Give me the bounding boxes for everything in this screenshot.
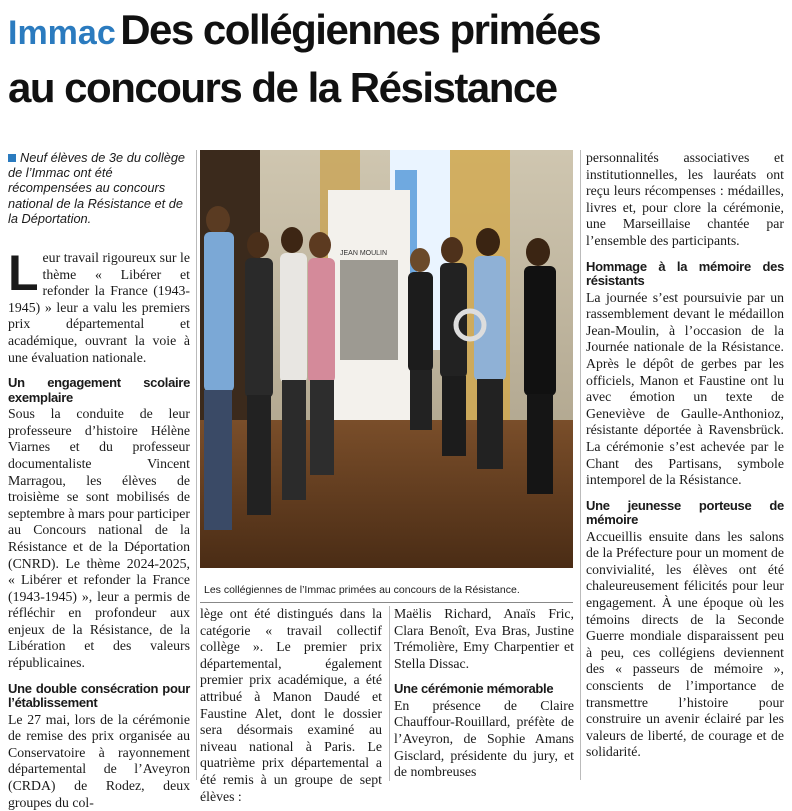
banner-text: JEAN MOULIN: [340, 250, 388, 257]
paragraph: En présence de Claire Chauffour-Rouillard, préfète de l’Aveyron, de Sophie Amans Gisclard, présidente du jury, et de nombreuses: [394, 697, 574, 780]
intro-paragraph: Leur travail rigoureux sur le thème « Libérer et refonder la France (1943-1945) » leur a valu les premiers prix départemental et académique, ouvrant la voie à une évaluation nationale.: [8, 245, 190, 365]
subheading-double-consecration: Une double consécration pour l’établissement: [8, 680, 190, 711]
paragraph: lège ont été distingués dans la catégorie « travail collectif collège ». Le premier prix départemental, également premier prix académique, a été attribué à Manon Daudé et Faustine Alet, dont le dossier sera désormais examiné au niveau national à Paris. Le quatrième prix départemental a été remis à un groupe de sept élèves :: [200, 606, 382, 804]
kicker: Immac: [8, 14, 116, 52]
subheading-hommage: Hommage à la mémoire des résistants: [586, 258, 784, 289]
subheading-ceremony: Une cérémonie mémorable: [394, 681, 554, 697]
column-3: [394, 606, 574, 781]
column-divider: [389, 606, 390, 781]
chapo-text: Neuf élèves de 3e du collège de l’Immac ont été récompensées au concours national de la Résistance et de la Déportation.: [8, 150, 186, 226]
paragraph: Accueillis ensuite dans les salons de la Préfecture pour un moment de convivialité, les élèves ont été chaleureusement félicités pour leur engagement. À une époque où les témoins directs de la Seconde Guerre mondiale disparaissent peu à peu, ces collégiens deviennent des « passeurs de mémoire », conscients de l’importance de transmettre l’histoire pour construire un avenir éclairé par les valeurs de liberté, de courage et de solidarité.: [586, 528, 784, 760]
paragraph: Maëlis Richard, Anaïs Fric, Clara Benoît, Eva Bras, Justine Trémolière, Emy Charpentier et Stella Dissac.: [394, 606, 574, 671]
column-divider: [196, 150, 197, 780]
paragraph: La journée s’est poursuivie par un rassemblement devant le médaillon Jean-Moulin, à l’occasion de la Journée nationale de la Résistance. Après le dépôt de gerbes par les officiels, Manon et Faustine ont lu avec émotion un texte de Geneviève de Gaulle-Anthonioz, résistante déportée à Ravensbrück. La cérémonie s’est achevée par le Chant des Partisans, symbole intemporel de la Résistance.: [586, 289, 784, 488]
chapo: [8, 150, 193, 226]
column-1: [8, 245, 190, 811]
photo-caption: Les collégiennes de l’Immac primées au concours de la Résistance.: [204, 584, 520, 596]
blue-square-icon: [8, 154, 16, 162]
headline-line-1: Des collégiennes primées: [120, 6, 601, 53]
photo-illustration: [200, 150, 573, 568]
headline-line-2: au concours de la Résistance: [8, 64, 557, 111]
headline: [8, 6, 788, 112]
subheading-engagement: Un engagement scolaire exemplaire: [8, 375, 190, 405]
paragraph: personnalités associatives et institutionnelles, les lauréats ont reçu leurs récompenses : médailles, livres et, pour clore la cérémonie, une Marseillaise chantée par l’ensemble des participants.: [586, 150, 784, 248]
paragraph: Le 27 mai, lors de la cérémonie de remise des prix organisée au Conservatoire à rayonnement départemental de l’Aveyron (CRDA) de Rodez, deux groupes du col-: [8, 711, 190, 810]
group-photo: [200, 150, 573, 568]
column-divider: [580, 150, 581, 780]
column-4: [586, 150, 784, 761]
subheading-jeunesse: Une jeunesse porteuse de mémoire: [586, 497, 784, 528]
paragraph: Sous la conduite de leur professeure d’histoire Hélène Viarnes et du professeur documentaliste Vincent Marragou, les élèves de troisième se sont mobilisés de septembre à mars pour participer au Concours national de la Résistance et de la Déportation (CNRD). Le thème 2024-2025, « Libérer et refonder la France (1943-1945) », leur a permis de réfléchir en profondeur aux enjeux de la Résistance, de la Libération et des valeurs républicaines.: [8, 406, 190, 671]
caption-rule: [200, 602, 573, 603]
column-2: [200, 606, 382, 805]
drop-cap: L: [8, 245, 39, 301]
